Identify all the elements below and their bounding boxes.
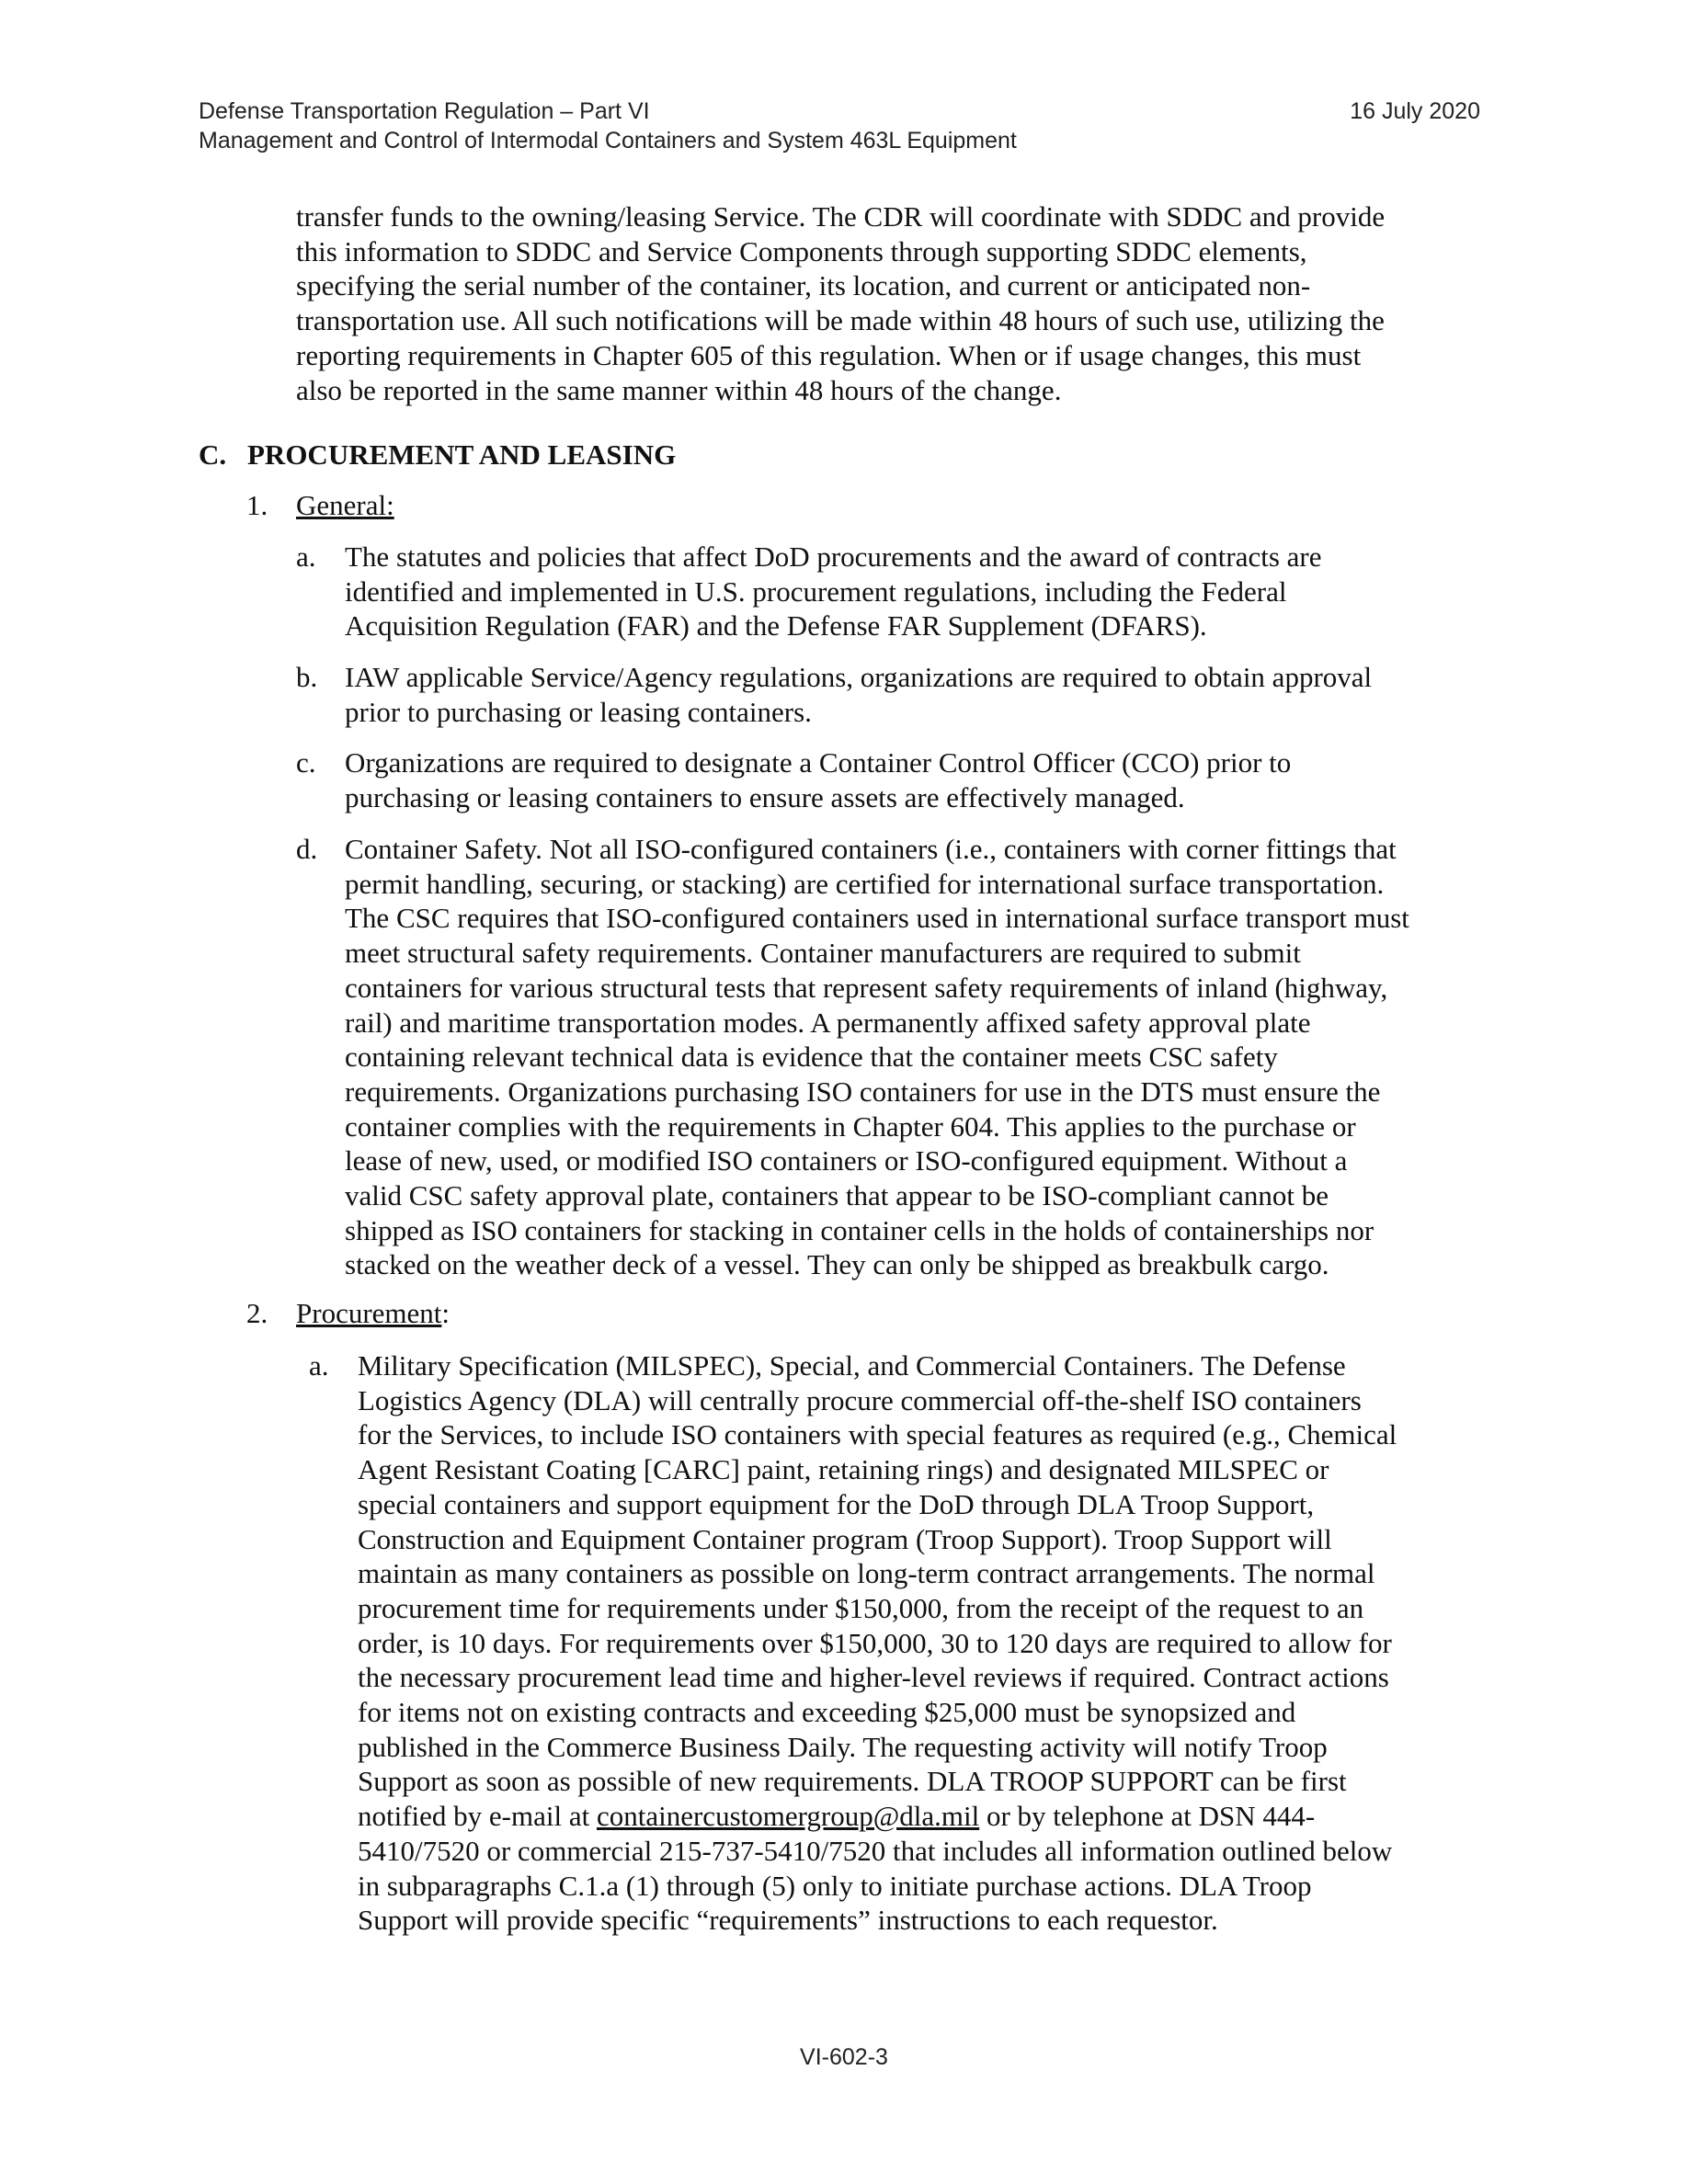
- subsection-procurement: [246, 1296, 450, 1331]
- text-line: containing relevant technical data is evidence that the container meets CSC safety: [345, 1041, 1278, 1074]
- list-marker: d.: [296, 833, 318, 865]
- section-heading: [199, 438, 676, 472]
- text-line: Military Specification (MILSPEC), Special, and Commercial Containers. The Defense: [358, 1349, 1346, 1382]
- list-marker: a.: [296, 540, 316, 573]
- text-line: Logistics Agency (DLA) will centrally procure commercial off-the-shelf ISO containers: [358, 1383, 1362, 1416]
- text-line: meet structural safety requirements. Container manufacturers are required to submit: [345, 937, 1301, 970]
- text-line: transportation use. All such notifications will be made within 48 hours of such use, utilizing the: [296, 304, 1385, 337]
- text-line: 5410/7520 or commercial 215-737-5410/7520 that includes all information outlined below: [358, 1834, 1393, 1867]
- subsection-heading: Procurement: [296, 1297, 442, 1329]
- text-line: Construction and Equipment Container program (Troop Support). Troop Support will: [358, 1522, 1332, 1555]
- list-marker: b.: [296, 661, 318, 693]
- text-line: in subparagraphs C.1.a (1) through (5) only to initiate purchase actions. DLA Troop: [358, 1869, 1312, 1902]
- running-header-title: Defense Transportation Regulation – Part VI: [199, 98, 650, 124]
- email-line-suffix: or by telephone at DSN 444-: [979, 1800, 1316, 1833]
- text-line: for items not on existing contracts and exceeding $25,000 must be synopsized and: [358, 1696, 1296, 1729]
- text-line: valid CSC safety approval plate, containers that appear to be ISO-compliant cannot be: [345, 1179, 1329, 1212]
- text-line: Support as soon as possible of new requirements. DLA TROOP SUPPORT can be first: [358, 1765, 1347, 1798]
- text-line: published in the Commerce Business Daily. The requesting activity will notify Troop: [358, 1730, 1328, 1763]
- list-marker: a.: [309, 1349, 329, 1382]
- text-line: The statutes and policies that affect DoD procurements and the award of contracts are: [345, 540, 1322, 573]
- text-line: reporting requirements in Chapter 605 of this regulation. When or if usage changes, this must: [296, 338, 1362, 371]
- text-line: The CSC requires that ISO-configured containers used in international surface transport must: [345, 902, 1409, 935]
- section-label: C.: [199, 438, 227, 471]
- text-line: special containers and support equipment for the DoD through DLA Troop Support,: [358, 1487, 1315, 1520]
- text-line: permit handling, securing, or stacking) are certified for international surface transportation.: [345, 867, 1385, 900]
- text-line-with-email: [358, 1799, 1553, 1834]
- text-line: containers for various structural tests that represent safety requirements of inland (highway,: [345, 971, 1388, 1004]
- running-header-subtitle: Management and Control of Intermodal Containers and System 463L Equipment: [199, 128, 1017, 154]
- text-line: procurement time for requirements under $150,000, from the receipt of the request to an: [358, 1591, 1364, 1624]
- text-line: identified and implemented in U.S. procurement regulations, including the Federal: [345, 574, 1287, 608]
- section-title: PROCUREMENT AND LEASING: [247, 438, 677, 471]
- text-line: Support will provide specific “requirements” instructions to each requestor.: [358, 1904, 1218, 1937]
- page-number: VI-602-3: [800, 2044, 888, 2070]
- text-line: Organizations are required to designate a Container Control Officer (CCO) prior to: [345, 746, 1292, 779]
- header-date: 16 July 2020: [1350, 98, 1480, 124]
- subsection-number: 2.: [246, 1297, 268, 1329]
- text-line: requirements. Organizations purchasing ISO containers for use in the DTS must ensure the: [345, 1075, 1381, 1108]
- text-line: IAW applicable Service/Agency regulations, organizations are required to obtain approval: [345, 661, 1373, 693]
- text-line: purchasing or leasing containers to ensure assets are effectively managed.: [345, 780, 1185, 813]
- text-line: specifying the serial number of the container, its location, and current or anticipated non-: [296, 269, 1311, 302]
- text-line: Container Safety. Not all ISO-configured containers (i.e., containers with corner fittings that: [345, 833, 1397, 865]
- text-line: rail) and maritime transportation modes. A permanently affixed safety approval plate: [345, 1006, 1311, 1039]
- text-line: also be reported in the same manner within 48 hours of the change.: [296, 373, 1062, 406]
- intro-paragraph: [296, 199, 1491, 407]
- subsection-number: 1.: [246, 489, 268, 521]
- text-line: maintain as many containers as possible on long-term contract arrangements. The normal: [358, 1557, 1375, 1590]
- text-line: order, is 10 days. For requirements over $150,000, 30 to 120 days are required to allow for: [358, 1626, 1392, 1659]
- text-line: lease of new, used, or modified ISO containers or ISO-configured equipment. Without a: [345, 1144, 1348, 1177]
- text-line: prior to purchasing or leasing containers.: [345, 695, 812, 728]
- list-marker: c.: [296, 746, 316, 779]
- subsection-general: [246, 488, 394, 523]
- subsection-heading: General:: [296, 489, 394, 521]
- text-line: container complies with the requirements in Chapter 604. This applies to the purchase or: [345, 1109, 1356, 1143]
- email-line-prefix: notified by e-mail at: [358, 1800, 597, 1833]
- text-line: stacked on the weather deck of a vessel. They can only be shipped as breakbulk cargo.: [345, 1248, 1329, 1281]
- text-line: this information to SDDC and Service Components through supporting SDDC elements,: [296, 234, 1307, 267]
- text-line: Agent Resistant Coating [CARC] paint, retaining rings) and designated MILSPEC or: [358, 1453, 1329, 1486]
- text-line: the necessary procurement lead time and higher-level reviews if required. Contract actions: [358, 1661, 1389, 1694]
- subsection-heading-colon: :: [441, 1297, 451, 1329]
- text-line: for the Services, to include ISO containers with special features as required (e.g., Chemical: [358, 1418, 1397, 1451]
- text-line: Acquisition Regulation (FAR) and the Defense FAR Supplement (DFARS).: [345, 609, 1207, 643]
- email-link[interactable]: containercustomergroup@dla.mil: [596, 1800, 980, 1833]
- text-line: shipped as ISO containers for stacking in container cells in the holds of containerships nor: [345, 1213, 1374, 1246]
- text-line: transfer funds to the owning/leasing Service. The CDR will coordinate with SDDC and provide: [296, 200, 1386, 233]
